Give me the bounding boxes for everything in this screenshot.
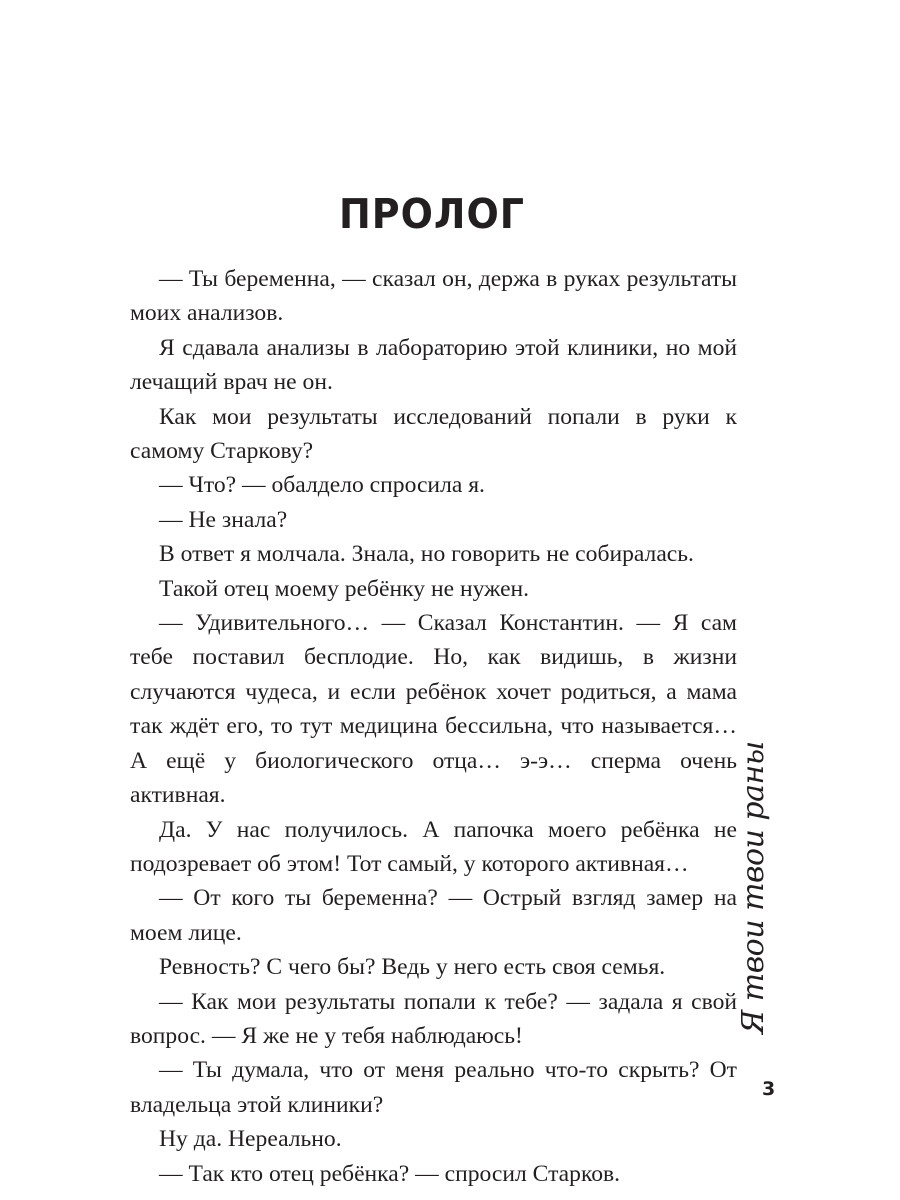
paragraph: В ответ я молчала. Знала, но говорить не собиралась. [159,541,694,568]
page-number: 3 [762,1078,776,1100]
paragraph: — От кого ты беременна? — Острый взгляд замер на моем лице. [130,885,737,946]
paragraph: — Так кто отец ребёнка? — спросил Старков. [159,1160,621,1187]
chapter-title: ПРОЛОГ [338,190,526,238]
paragraph: — Что? — обалдело спросила я. [159,472,485,499]
paragraph: — Не знала? [159,506,288,533]
paragraph: Ну да. Нереально. [159,1126,342,1153]
paragraph: — Ты думала, что от меня реально что-то скрыть? От владельца этой клиники? [130,1057,737,1118]
paragraph: — Как мои результаты попали к тебе? — задала я свой вопрос. — Я же не у тебя наблюдаюсь! [130,988,737,1049]
paragraph: — Удивительного… — Сказал Константин. — Я сам тебе поставил бесплодие. Но, как видишь, в жизни случаются чудеса, и если ребёнок хочет родиться, а мама так ждёт его, то тут медицина бессильна, что называется… А ещё у биологического отца… э-э… сперма очень активная. [130,610,737,809]
side-running-title: Я твои твои раны [736,741,771,1034]
paragraph: Как мои результаты исследований попали в руки к самому Старкову? [130,403,737,465]
paragraph: Да. У нас получилось. А папочка моего ребёнка не подозревает об этом! Тот самый, у которого активная… [130,816,737,877]
paragraph: Ревность? С чего бы? Ведь у него есть своя семья. [159,954,666,981]
paragraph: — Ты беременна, — сказал он, держа в руках результаты моих анализов. [130,266,737,327]
body-text [130,262,737,1191]
paragraph: Такой отец моему ребёнку не нужен. [159,575,530,602]
paragraph: Я сдавала анализы в лабораторию этой клиники, но мой лечащий врач не он. [130,334,737,396]
